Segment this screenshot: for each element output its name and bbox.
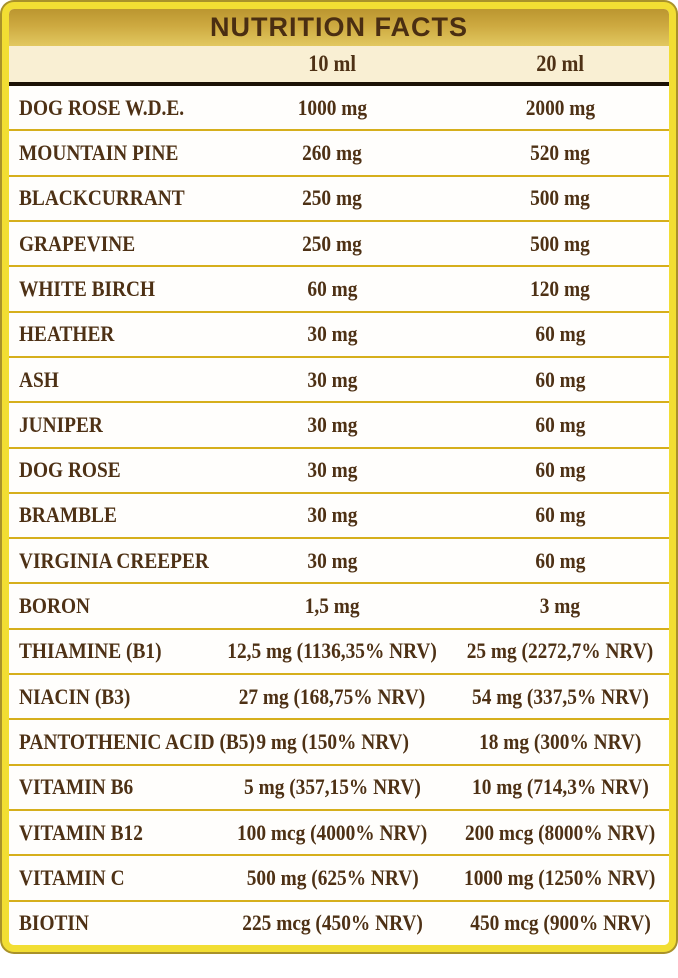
value-20ml-cell <box>451 95 669 121</box>
nutrient-name-cell <box>9 548 214 574</box>
nutrient-rows <box>9 86 669 945</box>
table-row <box>9 403 669 448</box>
table-row <box>9 902 669 945</box>
value-10ml: 30 mg <box>307 411 358 437</box>
nutrient-name: VITAMIN B6 <box>19 774 134 800</box>
value-10ml: 30 mg <box>307 457 358 483</box>
value-10ml-cell <box>214 865 452 891</box>
value-20ml: 1000 mg (1250% NRV) <box>464 864 656 890</box>
value-20ml: 450 mcg (900% NRV) <box>469 910 651 936</box>
value-10ml: 500 mg (625% NRV) <box>246 864 419 890</box>
value-20ml-cell <box>451 321 669 347</box>
value-20ml: 60 mg <box>535 321 586 347</box>
nutrient-name: VIRGINIA CREEPER <box>19 547 209 573</box>
nutrient-name-cell <box>9 185 214 211</box>
nutrient-name: PANTOTHENIC ACID (B5) <box>19 729 255 755</box>
value-20ml-cell <box>451 729 669 755</box>
table-row <box>9 449 669 494</box>
table-row <box>9 766 669 811</box>
value-10ml: 1,5 mg <box>304 593 360 619</box>
value-20ml-cell <box>451 412 669 438</box>
value-20ml-cell <box>451 820 669 846</box>
value-10ml: 1000 mg <box>297 94 368 120</box>
value-20ml-cell <box>451 457 669 483</box>
value-20ml: 500 mg <box>530 185 590 211</box>
value-10ml-cell <box>214 321 452 347</box>
nutrient-name-cell <box>9 684 214 710</box>
nutrient-name-cell <box>9 865 214 891</box>
value-20ml: 18 mg (300% NRV) <box>478 729 642 755</box>
table-row <box>9 177 669 222</box>
value-20ml-cell <box>451 367 669 393</box>
value-20ml-cell <box>451 638 669 664</box>
nutrient-name-cell <box>9 910 214 936</box>
value-10ml-cell <box>214 548 452 574</box>
nutrient-name: BIOTIN <box>19 910 89 936</box>
nutrient-name-cell <box>9 502 214 528</box>
nutrient-name: DOG ROSE <box>19 457 121 483</box>
value-20ml-cell <box>451 684 669 710</box>
nutrient-name-cell <box>9 457 214 483</box>
value-20ml: 60 mg <box>535 366 586 392</box>
table-row <box>9 811 669 856</box>
value-10ml: 100 mcg (4000% NRV) <box>237 819 428 845</box>
nutrient-name-cell <box>9 231 214 257</box>
value-10ml: 250 mg <box>302 185 363 211</box>
value-10ml: 30 mg <box>307 321 358 347</box>
table-row <box>9 313 669 358</box>
value-10ml: 250 mg <box>302 230 363 256</box>
value-10ml-cell <box>214 502 452 528</box>
column-header-20ml-text: 20 ml <box>536 51 584 76</box>
value-20ml-cell <box>451 548 669 574</box>
nutrient-name: VITAMIN C <box>19 864 125 890</box>
table-row <box>9 86 669 131</box>
nutrient-name-cell <box>9 820 214 846</box>
value-10ml-cell <box>214 638 452 664</box>
value-10ml: 5 mg (357,15% NRV) <box>244 774 421 800</box>
value-20ml-cell <box>451 774 669 800</box>
table-row <box>9 584 669 629</box>
value-10ml-cell <box>214 231 452 257</box>
value-20ml-cell <box>451 140 669 166</box>
value-10ml-cell <box>214 593 452 619</box>
value-20ml: 60 mg <box>535 547 586 573</box>
value-10ml: 225 mcg (450% NRV) <box>242 910 423 936</box>
nutrient-name-cell <box>9 321 214 347</box>
nutrient-name-cell <box>9 638 214 664</box>
nutrient-name-cell <box>9 95 214 121</box>
nutrient-name-cell <box>9 593 214 619</box>
value-10ml: 27 mg (168,75% NRV) <box>239 683 426 709</box>
value-20ml: 120 mg <box>530 275 590 301</box>
nutrient-name: HEATHER <box>19 321 115 347</box>
nutrient-name: GRAPEVINE <box>19 230 136 256</box>
nutrient-name-cell <box>9 412 214 438</box>
nutrient-name: BLACKCURRANT <box>19 185 185 211</box>
value-20ml: 200 mcg (8000% NRV) <box>464 819 656 845</box>
page-title: NUTRITION FACTS <box>210 12 468 42</box>
value-20ml-cell <box>451 865 669 891</box>
value-20ml: 520 mg <box>530 139 590 165</box>
value-10ml: 12,5 mg (1136,35% NRV) <box>227 638 438 664</box>
value-10ml-cell <box>214 774 452 800</box>
value-20ml: 60 mg <box>535 502 586 528</box>
value-10ml-cell <box>214 684 452 710</box>
value-20ml-cell <box>451 185 669 211</box>
nutrient-name: WHITE BIRCH <box>19 275 156 301</box>
value-20ml-cell <box>451 231 669 257</box>
value-20ml: 10 mg (714,3% NRV) <box>471 774 649 800</box>
table-row <box>9 720 669 765</box>
nutrient-name: ASH <box>19 366 59 392</box>
table-row <box>9 494 669 539</box>
column-header-20ml <box>451 51 669 77</box>
table-row <box>9 131 669 176</box>
column-header-row <box>9 46 669 82</box>
value-20ml: 2000 mg <box>525 94 595 120</box>
value-10ml: 9 mg (150% NRV) <box>256 729 409 755</box>
nutrient-name: MOUNTAIN PINE <box>19 139 179 165</box>
value-10ml: 260 mg <box>302 139 363 165</box>
nutrient-name: JUNIPER <box>19 411 103 437</box>
nutrient-name-cell <box>9 276 214 302</box>
value-20ml-cell <box>451 502 669 528</box>
nutrient-name-cell <box>9 729 255 755</box>
value-10ml: 30 mg <box>307 547 358 573</box>
value-20ml: 3 mg <box>539 593 581 619</box>
table-row <box>9 856 669 901</box>
value-10ml-cell <box>214 412 452 438</box>
nutrient-name-cell <box>9 140 214 166</box>
value-10ml-cell <box>214 820 452 846</box>
value-10ml-cell <box>214 140 452 166</box>
nutrient-name: NIACIN (B3) <box>19 683 131 709</box>
value-10ml-cell <box>214 185 452 211</box>
value-20ml: 60 mg <box>535 457 586 483</box>
title-band <box>9 9 669 46</box>
value-10ml-cell <box>214 95 452 121</box>
nutrient-name: BRAMBLE <box>19 502 117 528</box>
table-row <box>9 675 669 720</box>
value-20ml: 54 mg (337,5% NRV) <box>471 683 649 709</box>
value-10ml: 30 mg <box>307 366 358 392</box>
nutrient-name: THIAMINE (B1) <box>19 638 162 664</box>
nutrient-name-cell <box>9 774 214 800</box>
value-20ml-cell <box>451 276 669 302</box>
value-20ml: 500 mg <box>530 230 590 256</box>
value-10ml-cell <box>214 367 452 393</box>
nutrient-name: DOG ROSE W.D.E. <box>19 94 185 120</box>
value-10ml-cell <box>214 457 452 483</box>
value-20ml: 60 mg <box>535 411 586 437</box>
value-20ml: 25 mg (2272,7% NRV) <box>466 638 654 664</box>
column-header-10ml-text: 10 ml <box>308 51 357 76</box>
value-10ml: 30 mg <box>307 502 358 528</box>
value-10ml-cell <box>214 910 452 936</box>
table-row <box>9 267 669 312</box>
nutrition-facts-label <box>2 2 676 952</box>
table-row <box>9 630 669 675</box>
column-header-10ml <box>214 51 452 77</box>
value-10ml: 60 mg <box>307 275 358 301</box>
value-10ml-cell <box>214 276 452 302</box>
value-20ml-cell <box>451 910 669 936</box>
nutrient-name: VITAMIN B12 <box>19 819 143 845</box>
table-row <box>9 539 669 584</box>
nutrient-name: BORON <box>19 593 91 619</box>
value-20ml-cell <box>451 593 669 619</box>
table-row <box>9 358 669 403</box>
nutrient-name-cell <box>9 367 214 393</box>
table-row <box>9 222 669 267</box>
